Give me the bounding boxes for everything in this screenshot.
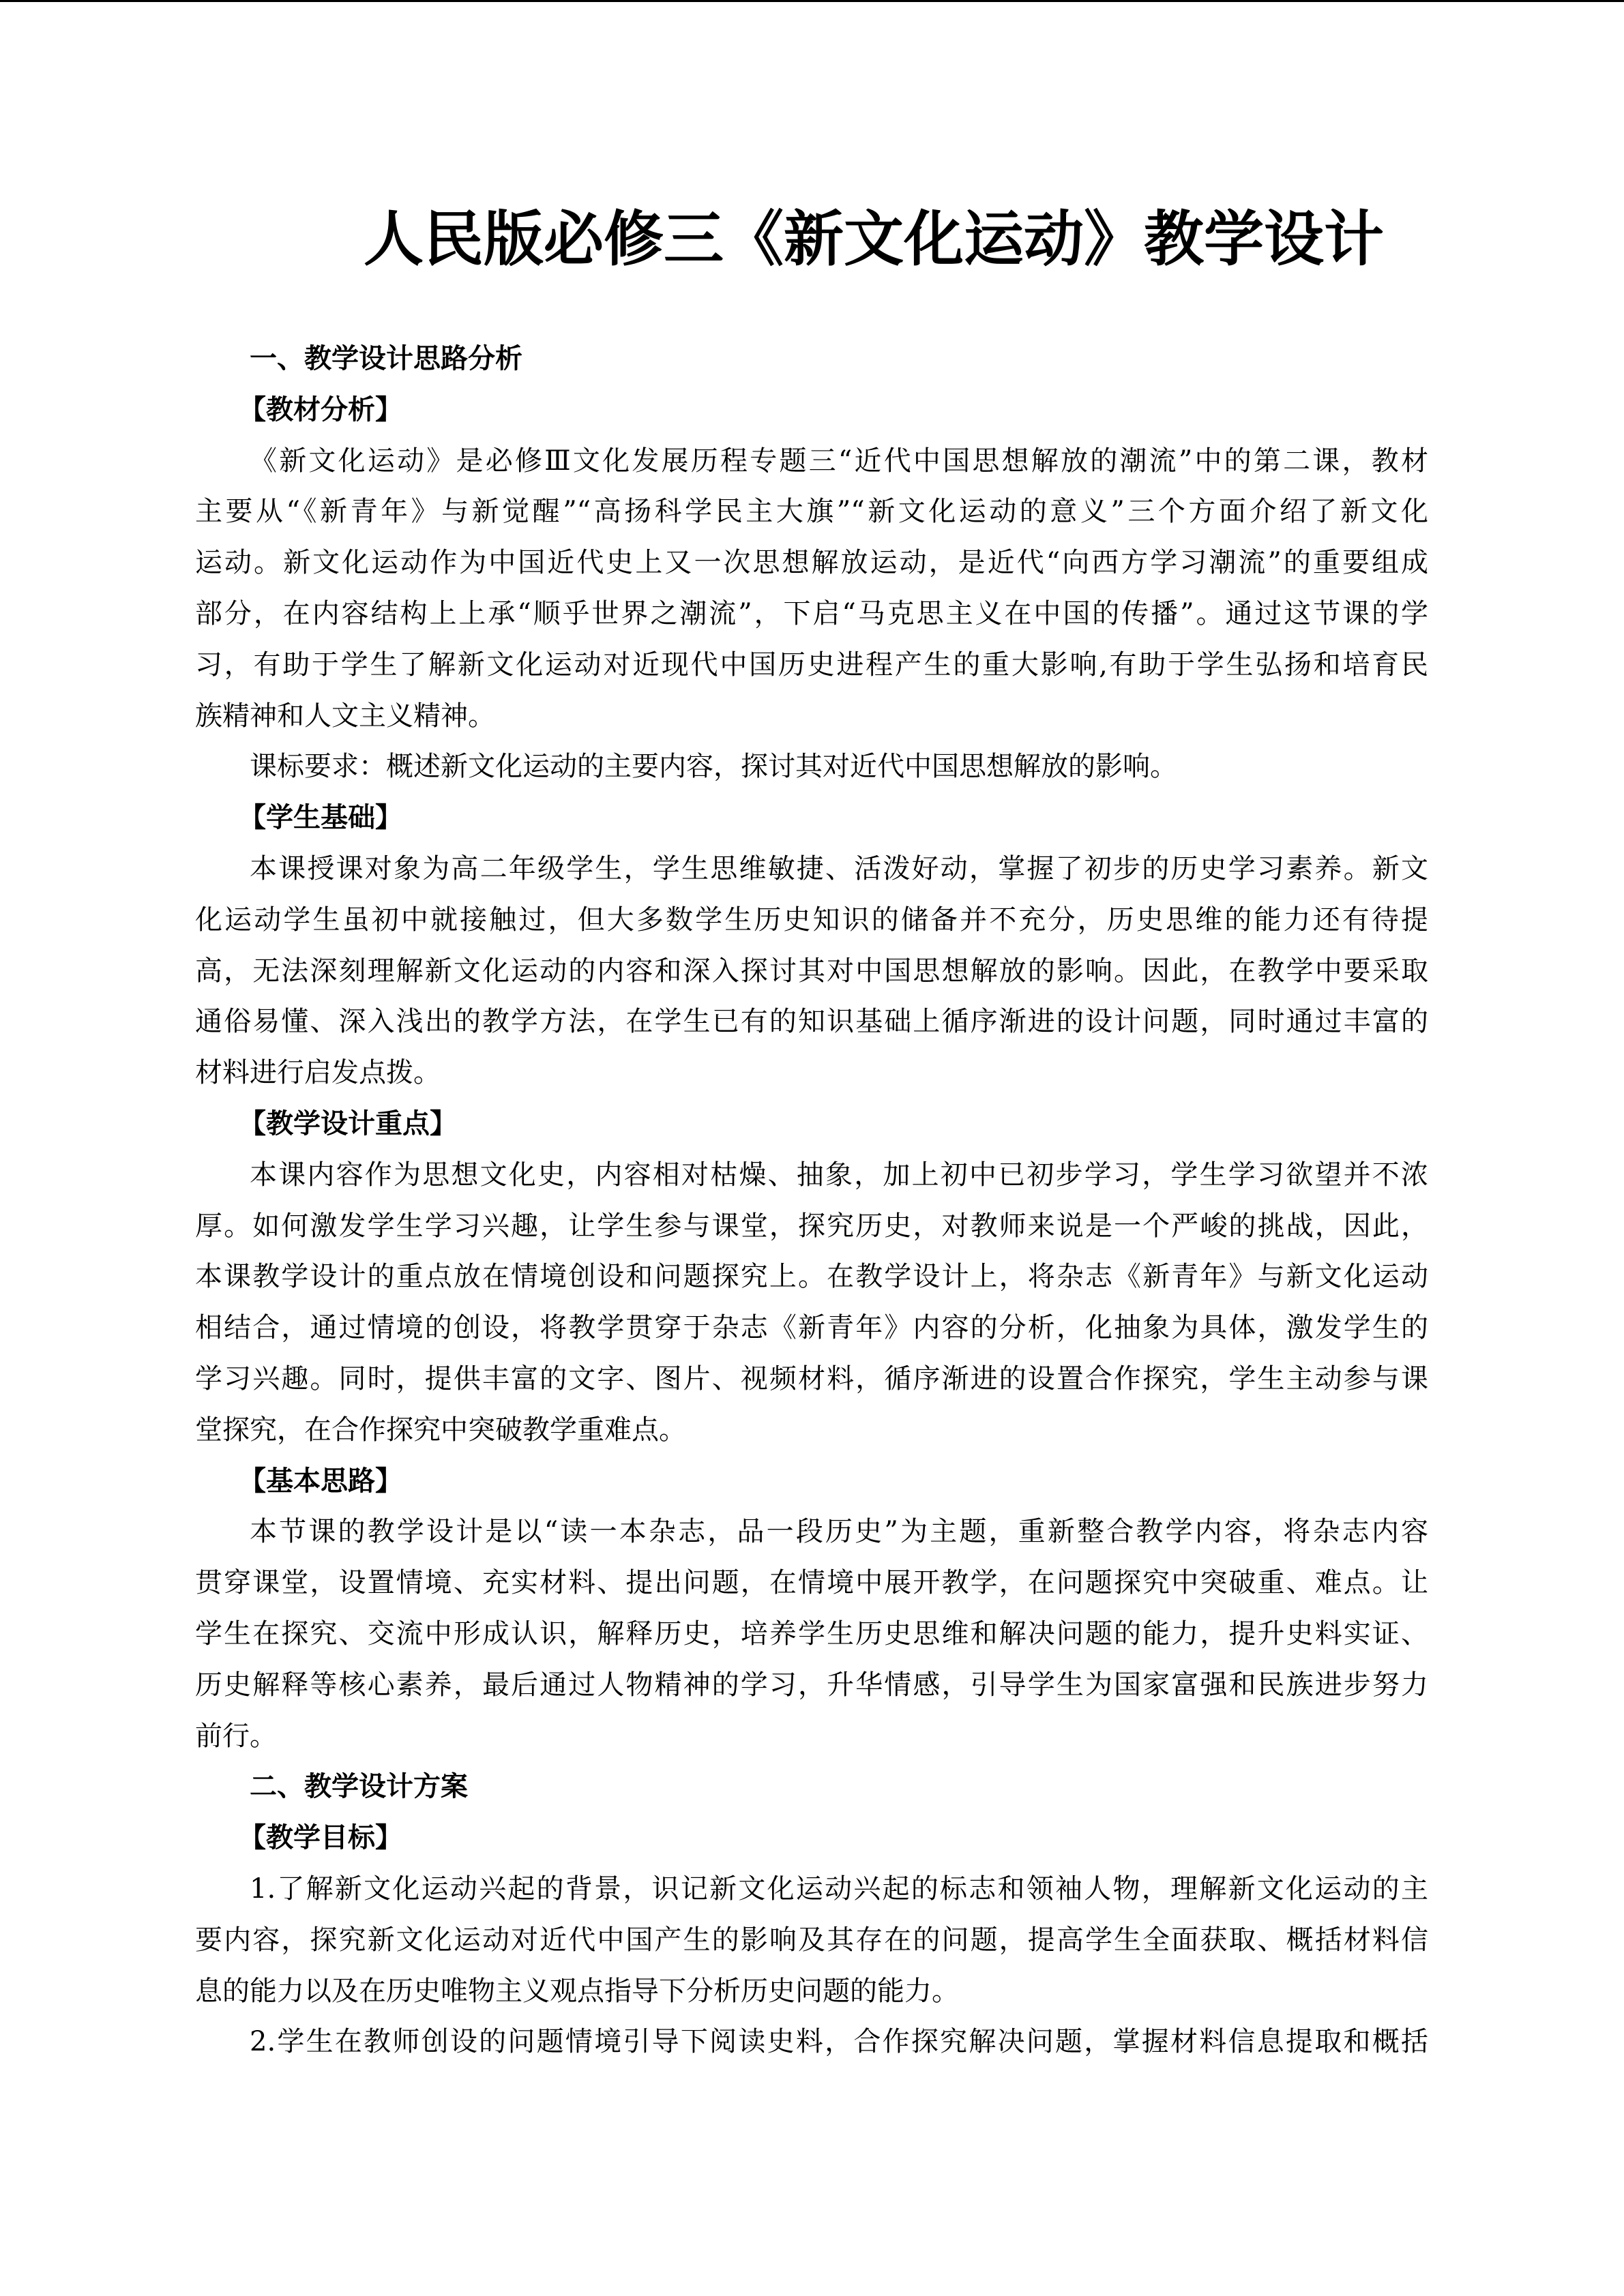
text-line: 1.了解新文化运动兴起的背景，识记新文化运动兴起的标志和领袖人物，理解新文化运动的主 [250,1873,1428,1905]
text-line: 息的能力以及在历史唯物主义观点指导下分析历史问题的能力。 [195,1975,959,2007]
text-line: 前行。 [195,1720,277,1752]
text-line: 本课内容作为思想文化史，内容相对枯燥、抽象，加上初中已初步学习，学生学习欲望并不浓 [250,1159,1428,1191]
text-line: 【学生基础】 [239,802,402,834]
paragraph [195,741,1428,792]
text-line: 2.学生在教师创设的问题情境引导下阅读史料，合作探究解决问题，掌握材料信息提取和概括 [250,2026,1428,2058]
paragraph [195,844,1428,1099]
text-line: 厚。如何激发学生学习兴趣，让学生参与课堂，探究历史，对教师来说是一个严峻的挑战，因此， [195,1210,1428,1242]
text-line: 【基本思路】 [239,1465,402,1497]
text-line: 相结合，通过情境的创设，将教学贯穿于杂志《新青年》内容的分析，化抽象为具体，激发学生的 [195,1312,1428,1344]
subsection-heading [195,1813,1428,1864]
text-line: 要内容，探究新文化运动对近代中国产生的影响及其存在的问题，提高学生全面获取、概括材料信 [195,1924,1428,1956]
text-line: 二、教学设计方案 [250,1771,468,1803]
text-line: 族精神和人文主义精神。 [195,700,495,732]
text-line: 【教学设计重点】 [239,1107,457,1139]
paragraph [195,1864,1428,2016]
text-line: 学生在探究、交流中形成认识，解释历史，培养学生历史思维和解决问题的能力，提升史料实证、 [195,1617,1428,1650]
subsection-heading [195,385,1428,436]
text-line: 主要从“《新青年》与新觉醒”“高扬科学民主大旗”“新文化运动的意义”三个方面介绍了新文化 [195,496,1428,528]
text-line: 堂探究，在合作探究中突破教学重难点。 [195,1414,686,1446]
paragraph [195,1506,1428,1761]
text-line: 化运动学生虽初中就接触过，但大多数学生历史知识的储备并不充分，历史思维的能力还有待提 [195,904,1428,936]
subsection-heading [195,1099,1428,1150]
text-line: 习，有助于学生了解新文化运动对近现代中国历史进程产生的重大影响,有助于学生弘扬和培育民 [195,648,1428,681]
text-line: 高，无法深刻理解新文化运动的内容和深入探讨其对中国思想解放的影响。因此，在教学中要采取 [195,955,1428,987]
section-heading [195,1761,1428,1813]
text-line: 《新文化运动》是必修Ⅲ文化发展历程专题三“近代中国思想解放的潮流”中的第二课，教材 [250,445,1428,477]
text-line: 材料进行启发点拨。 [195,1057,441,1089]
document-title: 人民版必修三《新文化运动》教学设计 [364,203,1385,274]
text-line: 运动。新文化运动作为中国近代史上又一次思想解放运动，是近代“向西方学习潮流”的重要组成 [195,547,1428,579]
paragraph [195,2016,1428,2068]
text-line: 学习兴趣。同时，提供丰富的文字、图片、视频材料，循序渐进的设置合作探究，学生主动参与课 [195,1362,1428,1395]
text-line: 本课授课对象为高二年级学生，学生思维敏捷、活泼好动，掌握了初步的历史学习素养。新文 [250,852,1428,884]
text-line: 部分，在内容结构上上承“顺乎世界之潮流”，下启“马克思主义在中国的传播”。通过这节课的学 [195,597,1428,629]
paragraph [195,1150,1428,1456]
text-line: 历史解释等核心素养，最后通过人物精神的学习，升华情感，引导学生为国家富强和民族进步努力 [195,1669,1428,1701]
text-line: 本节课的教学设计是以“读一本杂志，品一段历史”为主题，重新整合教学内容，将杂志内容 [250,1516,1428,1548]
subsection-heading [195,1456,1428,1507]
page-top-border [0,0,1624,2]
text-line: 课标要求：概述新文化运动的主要内容，探讨其对近代中国思想解放的影响。 [250,751,1177,783]
text-line: 贯穿课堂，设置情境、充实材料、提出问题，在情境中展开教学，在问题探究中突破重、难点。让 [195,1567,1428,1599]
document-body [195,333,1428,2068]
paragraph [195,436,1428,742]
text-line: 一、教学设计思路分析 [250,343,522,374]
section-heading [195,333,1428,385]
text-line: 本课教学设计的重点放在情境创设和问题探究上。在教学设计上，将杂志《新青年》与新文化运动 [195,1261,1428,1293]
text-line: 【教学目标】 [239,1822,402,1854]
text-line: 通俗易懂、深入浅出的教学方法，在学生已有的知识基础上循序渐进的设计问题，同时通过丰富的 [195,1006,1428,1038]
subsection-heading [195,792,1428,844]
text-line: 【教材分析】 [239,393,402,426]
